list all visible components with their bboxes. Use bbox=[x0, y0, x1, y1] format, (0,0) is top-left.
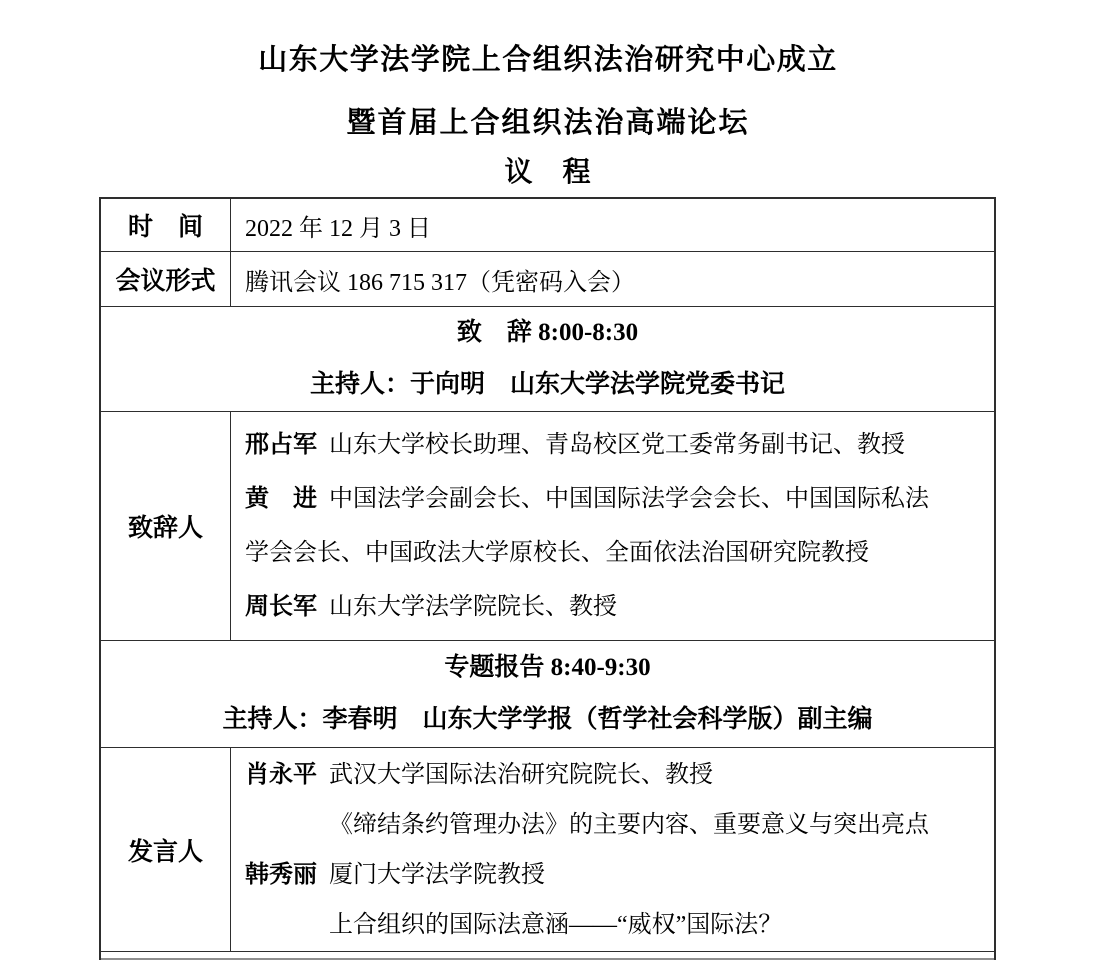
next-row-cutoff bbox=[101, 951, 994, 960]
keynote-speakers-label: 发言人 bbox=[101, 748, 231, 951]
section-header-opening-remarks bbox=[101, 306, 994, 411]
table-row-meeting-format bbox=[101, 251, 994, 306]
speaker-name: 邢占军 bbox=[245, 432, 317, 458]
section-host: 主持人：李春明 山东大学学报（哲学社会科学版）副主编 bbox=[222, 706, 873, 733]
speaker-entry bbox=[245, 850, 944, 900]
keynote-speakers-cell bbox=[231, 748, 994, 951]
document-title-line-1: 山东大学法学院上合组织法治研究中心成立 bbox=[258, 44, 838, 76]
speaker-topic: 上合组织的国际法意涵——“威权”国际法？ bbox=[329, 911, 783, 938]
speaker-description: 山东大学校长助理、青岛校区党工委常务副书记、教授 bbox=[329, 432, 905, 458]
speaker-description: 武汉大学国际法治研究院院长、教授 bbox=[329, 761, 713, 788]
table-row-time bbox=[101, 199, 994, 251]
agenda-heading: 议 程 bbox=[504, 157, 592, 188]
speaker-name: 周长军 bbox=[245, 594, 317, 620]
opening-speakers-cell bbox=[231, 412, 994, 640]
agenda-table bbox=[99, 197, 996, 960]
speaker-name: 韩秀丽 bbox=[245, 861, 317, 888]
section-title: 致 辞 8:00-8:30 bbox=[456, 319, 639, 346]
meeting-format-label: 会议形式 bbox=[101, 252, 231, 306]
speaker-entry bbox=[245, 750, 944, 800]
document-title-line-2: 暨首届上合组织法治高端论坛 bbox=[346, 107, 750, 139]
speaker-name: 黄 进 bbox=[245, 486, 317, 512]
meeting-format-value: 腾讯会议 186 715 317（凭密码入会） bbox=[245, 269, 635, 296]
section-host: 主持人：于向明 山东大学法学院党委书记 bbox=[309, 371, 785, 398]
speaker-entry bbox=[245, 472, 944, 580]
speaker-description: 厦门大学法学院教授 bbox=[329, 861, 545, 888]
speaker-entry bbox=[245, 580, 944, 634]
speaker-description: 中国法学会副会长、中国国际法学会会长、中国国际私法学会会长、中国政法大学原校长、全面依法治国研究院教授 bbox=[245, 486, 929, 566]
speaker-entry bbox=[245, 418, 944, 472]
time-label: 时 间 bbox=[101, 199, 231, 251]
speaker-description: 山东大学法学院院长、教授 bbox=[329, 594, 617, 620]
section-header-keynote-report bbox=[101, 640, 994, 747]
section-title: 专题报告 8:40-9:30 bbox=[444, 654, 651, 681]
opening-speakers-label: 致辞人 bbox=[101, 412, 231, 640]
table-row-keynote-speakers bbox=[101, 747, 994, 951]
speaker-name: 肖永平 bbox=[245, 761, 317, 788]
speaker-topic: 《缔结条约管理办法》的主要内容、重要意义与突出亮点 bbox=[329, 811, 929, 838]
table-row-opening-speakers bbox=[101, 411, 994, 640]
time-value: 2022 年 12 月 3 日 bbox=[245, 215, 431, 242]
